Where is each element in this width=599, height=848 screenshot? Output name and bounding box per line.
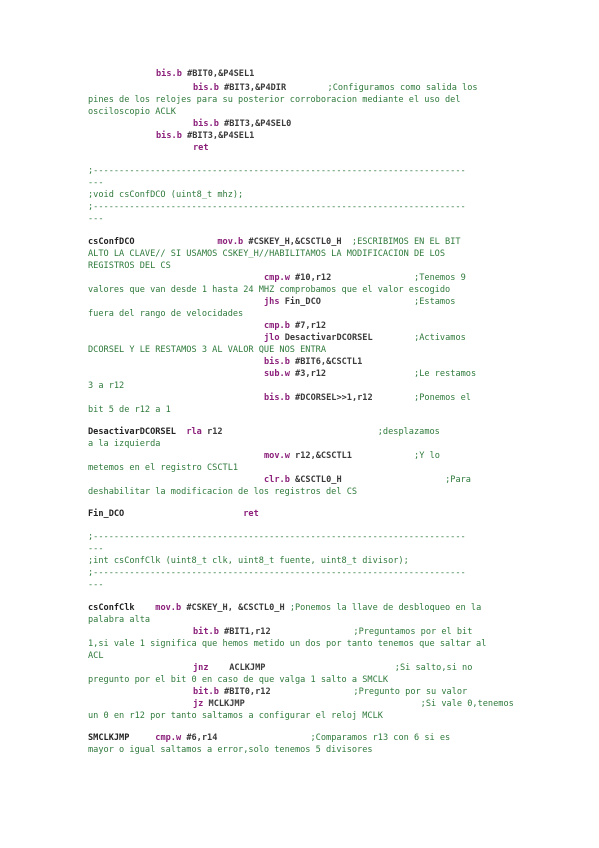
code-line [88, 237, 461, 248]
code-instruction: mov.b [134, 237, 249, 247]
code-line [264, 369, 476, 380]
code-comment: ;Preguntamos por el bit [270, 627, 473, 637]
code-comment: mayor o igual saltamos a error,solo tenemos 5 divisores [88, 745, 373, 755]
code-operand: #DCORSEL>>1,r12 [295, 393, 373, 403]
code-line [88, 556, 409, 567]
code-instruction: jlo [264, 333, 285, 343]
code-comment: --- [88, 178, 104, 188]
code-operand: #BIT0,&P4SEL1 [187, 69, 255, 79]
code-comment: ;void csConfDCO (uint8_t mhz); [88, 190, 244, 200]
code-line [88, 405, 171, 416]
code-comment: un 0 en r12 por tanto saltamos a configurar el reloj MCLK [88, 711, 383, 721]
code-instruction: bit.b [193, 627, 225, 637]
code-line [88, 675, 388, 686]
code-instruction: bis.b [156, 69, 188, 79]
code-line [88, 439, 160, 450]
code-line [264, 297, 455, 308]
code-operand: #BIT6,&CSCTL1 [295, 357, 363, 367]
code-label: SMCLKJMP [88, 733, 130, 743]
code-line [88, 427, 440, 438]
code-line [88, 568, 466, 579]
code-comment: ;Tenemos 9 [331, 273, 466, 283]
code-line [88, 381, 124, 392]
code-instruction: clr.b [264, 475, 296, 485]
code-line [264, 357, 362, 368]
code-line [88, 214, 104, 225]
code-comment: ;ESCRIBIMOS EN EL BIT [341, 237, 461, 247]
code-line [88, 166, 466, 177]
code-operand: r12,&CSCTL1 [295, 451, 352, 461]
code-operand: #CSKEY_H,&CSCTL0_H [248, 237, 342, 247]
code-comment: REGISTROS DEL CS [88, 261, 171, 271]
code-instruction: bis.b [264, 357, 296, 367]
code-comment: osciloscopio ACLK [88, 107, 176, 117]
code-instruction: rla [181, 427, 208, 437]
code-comment: --- [88, 544, 104, 554]
code-line [193, 83, 478, 94]
code-line [193, 143, 209, 154]
code-line [264, 451, 440, 462]
code-operand: Fin_DCO [284, 297, 321, 307]
code-instruction: jhs [264, 297, 285, 307]
code-comment: ;------------------------------------------------------------------------ [88, 532, 466, 542]
code-instruction: cmp.w [264, 273, 296, 283]
code-comment: pines de los relojes para su posterior corroboracion mediante el uso del [88, 95, 461, 105]
code-line [156, 69, 254, 80]
code-instruction: ret [193, 143, 209, 153]
code-comment: metemos en el registro CSCTL1 [88, 463, 239, 473]
code-comment: --- [88, 214, 104, 224]
code-comment: 1,si vale 1 significa que hemos metido un dos por tanto tenemos que saltar al [88, 639, 487, 649]
code-line [88, 261, 171, 272]
code-operand: #BIT1,r12 [224, 627, 271, 637]
code-comment: ;Estamos [320, 297, 456, 307]
code-line [193, 699, 514, 710]
code-comment: pregunto por el bit 0 en caso de que valga 1 salto a SMCLK [88, 675, 389, 685]
code-instruction: ret [124, 509, 259, 519]
code-line [264, 475, 471, 486]
code-instruction: mov.b [134, 603, 187, 613]
code-line [264, 393, 471, 404]
code-operand: #BIT0,r12 [224, 687, 271, 697]
code-comment: ALTO LA CLAVE// SI USAMOS CSKEY_H//HABILITAMOS LA MODIFICACION DE LOS [88, 249, 445, 259]
code-comment: ;Comparamos r13 con 6 si es [217, 733, 451, 743]
code-line [88, 202, 466, 213]
code-line [193, 627, 472, 638]
code-instruction: bis.b [193, 83, 225, 93]
code-comment: DCORSEL Y LE RESTAMOS 3 AL VALOR QUE NOS ENTRA [88, 345, 326, 355]
code-comment: ;int csConfClk (uint8_t clk, uint8_t fuente, uint8_t divisor); [88, 556, 409, 566]
code-line [264, 321, 326, 332]
code-line [88, 285, 450, 296]
code-operand: ACLKJMP [229, 663, 266, 673]
code-instruction: bis.b [156, 131, 188, 141]
code-comment: ;desplazamos [222, 427, 440, 437]
code-comment: --- [88, 580, 104, 590]
code-instruction: jz [193, 699, 209, 709]
code-line [88, 509, 259, 520]
code-comment: ;Y lo [351, 451, 440, 461]
code-line [88, 487, 357, 498]
code-line [88, 711, 383, 722]
code-operand: #10,r12 [295, 273, 332, 283]
code-operand: #CSKEY_H, &CSCTL0_H [186, 603, 285, 613]
code-comment: ;Si salto,si no [265, 663, 473, 673]
code-line [88, 463, 238, 474]
code-line [193, 663, 472, 674]
code-comment: fuera del rango de velocidades [88, 309, 244, 319]
code-operand: #7,r12 [295, 321, 327, 331]
code-comment: ;Configuramos como salida los [286, 83, 478, 93]
code-line [88, 544, 104, 555]
code-operand: MCLKJMP [208, 699, 245, 709]
code-line [88, 345, 326, 356]
code-operand: DesactivarDCORSEL [284, 333, 373, 343]
code-line [88, 178, 104, 189]
code-instruction: sub.w [264, 369, 296, 379]
code-line [193, 687, 467, 698]
code-comment: deshabilitar la modificacion de los registros del CS [88, 487, 358, 497]
code-instruction: bit.b [193, 687, 225, 697]
code-instruction: jnz [193, 663, 230, 673]
code-comment: ;Para [341, 475, 471, 485]
code-operand: #BIT3,&P4SEL1 [187, 131, 255, 141]
code-operand: &CSCTL0_H [295, 475, 342, 485]
code-line [88, 249, 445, 260]
code-line [193, 119, 291, 130]
code-label: Fin_DCO [88, 509, 125, 519]
code-line [88, 639, 486, 650]
code-comment: ;------------------------------------------------------------------------ [88, 568, 466, 578]
code-line [88, 190, 243, 201]
code-operand: r12 [207, 427, 223, 437]
code-line [88, 733, 450, 744]
code-line [88, 603, 481, 614]
code-instruction: bis.b [193, 119, 225, 129]
code-instruction: mov.w [264, 451, 296, 461]
code-instruction: cmp.b [264, 321, 296, 331]
code-label: csConfClk [88, 603, 135, 613]
code-line [88, 107, 176, 118]
code-comment: 3 a r12 [88, 381, 125, 391]
code-comment: ;Activamos [372, 333, 466, 343]
code-line [88, 532, 466, 543]
code-operand: #6,r14 [186, 733, 218, 743]
code-operand: #3,r12 [295, 369, 327, 379]
code-comment: ;Ponemos el [372, 393, 471, 403]
code-instruction: cmp.w [129, 733, 187, 743]
code-instruction: bis.b [264, 393, 296, 403]
code-line [264, 333, 466, 344]
code-line [156, 131, 254, 142]
code-comment: valores que van desde 1 hasta 24 MHZ comprobamos que el valor escogido [88, 285, 451, 295]
code-comment: bit 5 de r12 a 1 [88, 405, 171, 415]
code-line [88, 309, 243, 320]
code-comment: ;Si vale 0,tenemos [244, 699, 514, 709]
code-comment: ;Ponemos la llave de desbloqueo en la [284, 603, 482, 613]
code-operand: #BIT3,&P4DIR [224, 83, 287, 93]
code-comment: ;Le restamos [326, 369, 477, 379]
code-comment: a la izquierda [88, 439, 161, 449]
code-comment: ;------------------------------------------------------------------------ [88, 166, 466, 176]
code-operand: #BIT3,&P4SEL0 [224, 119, 292, 129]
code-comment: ACL [88, 651, 104, 661]
code-line [264, 273, 466, 284]
code-label: DesactivarDCORSEL [88, 427, 182, 437]
code-line [88, 745, 373, 756]
code-line [88, 580, 104, 591]
code-comment: ;Pregunto por su valor [270, 687, 468, 697]
code-comment: ;------------------------------------------------------------------------ [88, 202, 466, 212]
code-line [88, 95, 461, 106]
code-label: csConfDCO [88, 237, 135, 247]
code-comment: palabra alta [88, 615, 151, 625]
code-line [88, 615, 150, 626]
code-line [88, 651, 104, 662]
